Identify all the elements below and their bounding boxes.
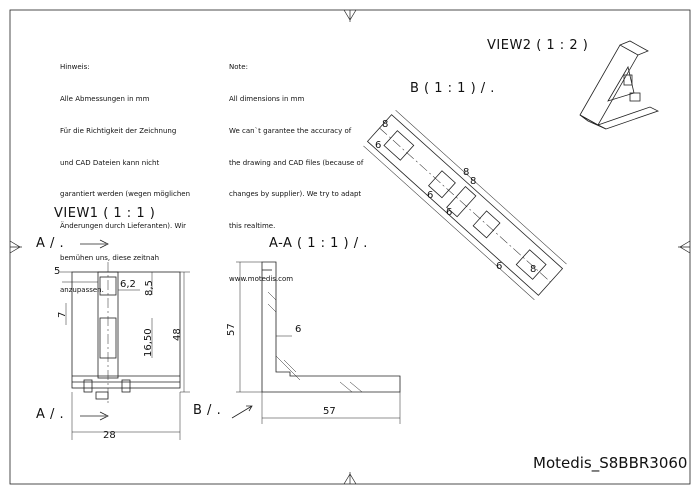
dim-48: 48 [172,328,183,341]
section-marker-a-bottom: A / . [36,407,65,422]
dim-detail-8-c: 8 [470,176,477,187]
english-note-line: changes by supplier). We try to adapt [229,190,362,199]
english-note-line: All dimensions in mm [229,94,305,103]
dim-detail-6-b: 6 [427,190,434,201]
german-note-line: Für die Richtigkeit der Zeichnung [60,126,177,135]
section-aa-title: A-A ( 1 : 1 ) / . [269,236,368,251]
dim-7: 7 [57,311,68,318]
dim-5: 5 [54,266,61,277]
german-note-line: anzupassen. [60,285,104,294]
section-marker-a-top: A / . [36,236,65,251]
dim-detail-8-d: 8 [530,264,537,275]
view1-title: VIEW1 ( 1 : 1 ) [54,206,156,221]
dim-8-5: 8,5 [144,280,155,296]
dim-detail-8-a: 8 [382,119,389,130]
english-note-line: We can`t garantee the accuracy of [229,126,352,135]
english-note [229,41,363,306]
german-note-line: garantiert werden (wegen möglichen [60,190,191,199]
dim-detail-8-b: 8 [463,167,470,178]
english-note-title: Note: [229,63,248,72]
dim-16-50: 16,50 [143,328,154,357]
german-note-line: Alle Abmessungen in mm [60,94,150,103]
detail-b-title: B ( 1 : 1 ) / . [410,81,495,96]
german-note-line: bemühen uns, diese zeitnah [60,253,160,262]
dim-57-vertical: 57 [226,323,237,336]
dim-6: 6 [295,324,302,335]
dim-detail-6-c: 6 [446,207,453,218]
english-note-line: the drawing and CAD files (because of [229,158,364,167]
dim-detail-6-d: 6 [496,261,503,272]
german-note [60,41,190,316]
german-note-line: Änderungen durch Lieferanten). Wir [60,222,187,231]
view2-title: VIEW2 ( 1 : 2 ) [487,38,589,53]
dim-detail-6-a: 6 [375,140,382,151]
part-name: Motedis_S8BBR3060 [533,454,688,472]
dim-6-2: 6,2 [120,279,136,290]
english-note-line: this realtime. [229,222,276,231]
view2-isometric [580,41,658,129]
english-note-url: www.motedis.com [229,275,294,284]
dim-28: 28 [103,430,116,441]
german-note-line: und CAD Dateien kann nicht [60,158,160,167]
dim-57-horizontal: 57 [323,406,336,417]
german-note-title: Hinweis: [60,63,90,72]
detail-marker-b: B / . [193,403,222,418]
